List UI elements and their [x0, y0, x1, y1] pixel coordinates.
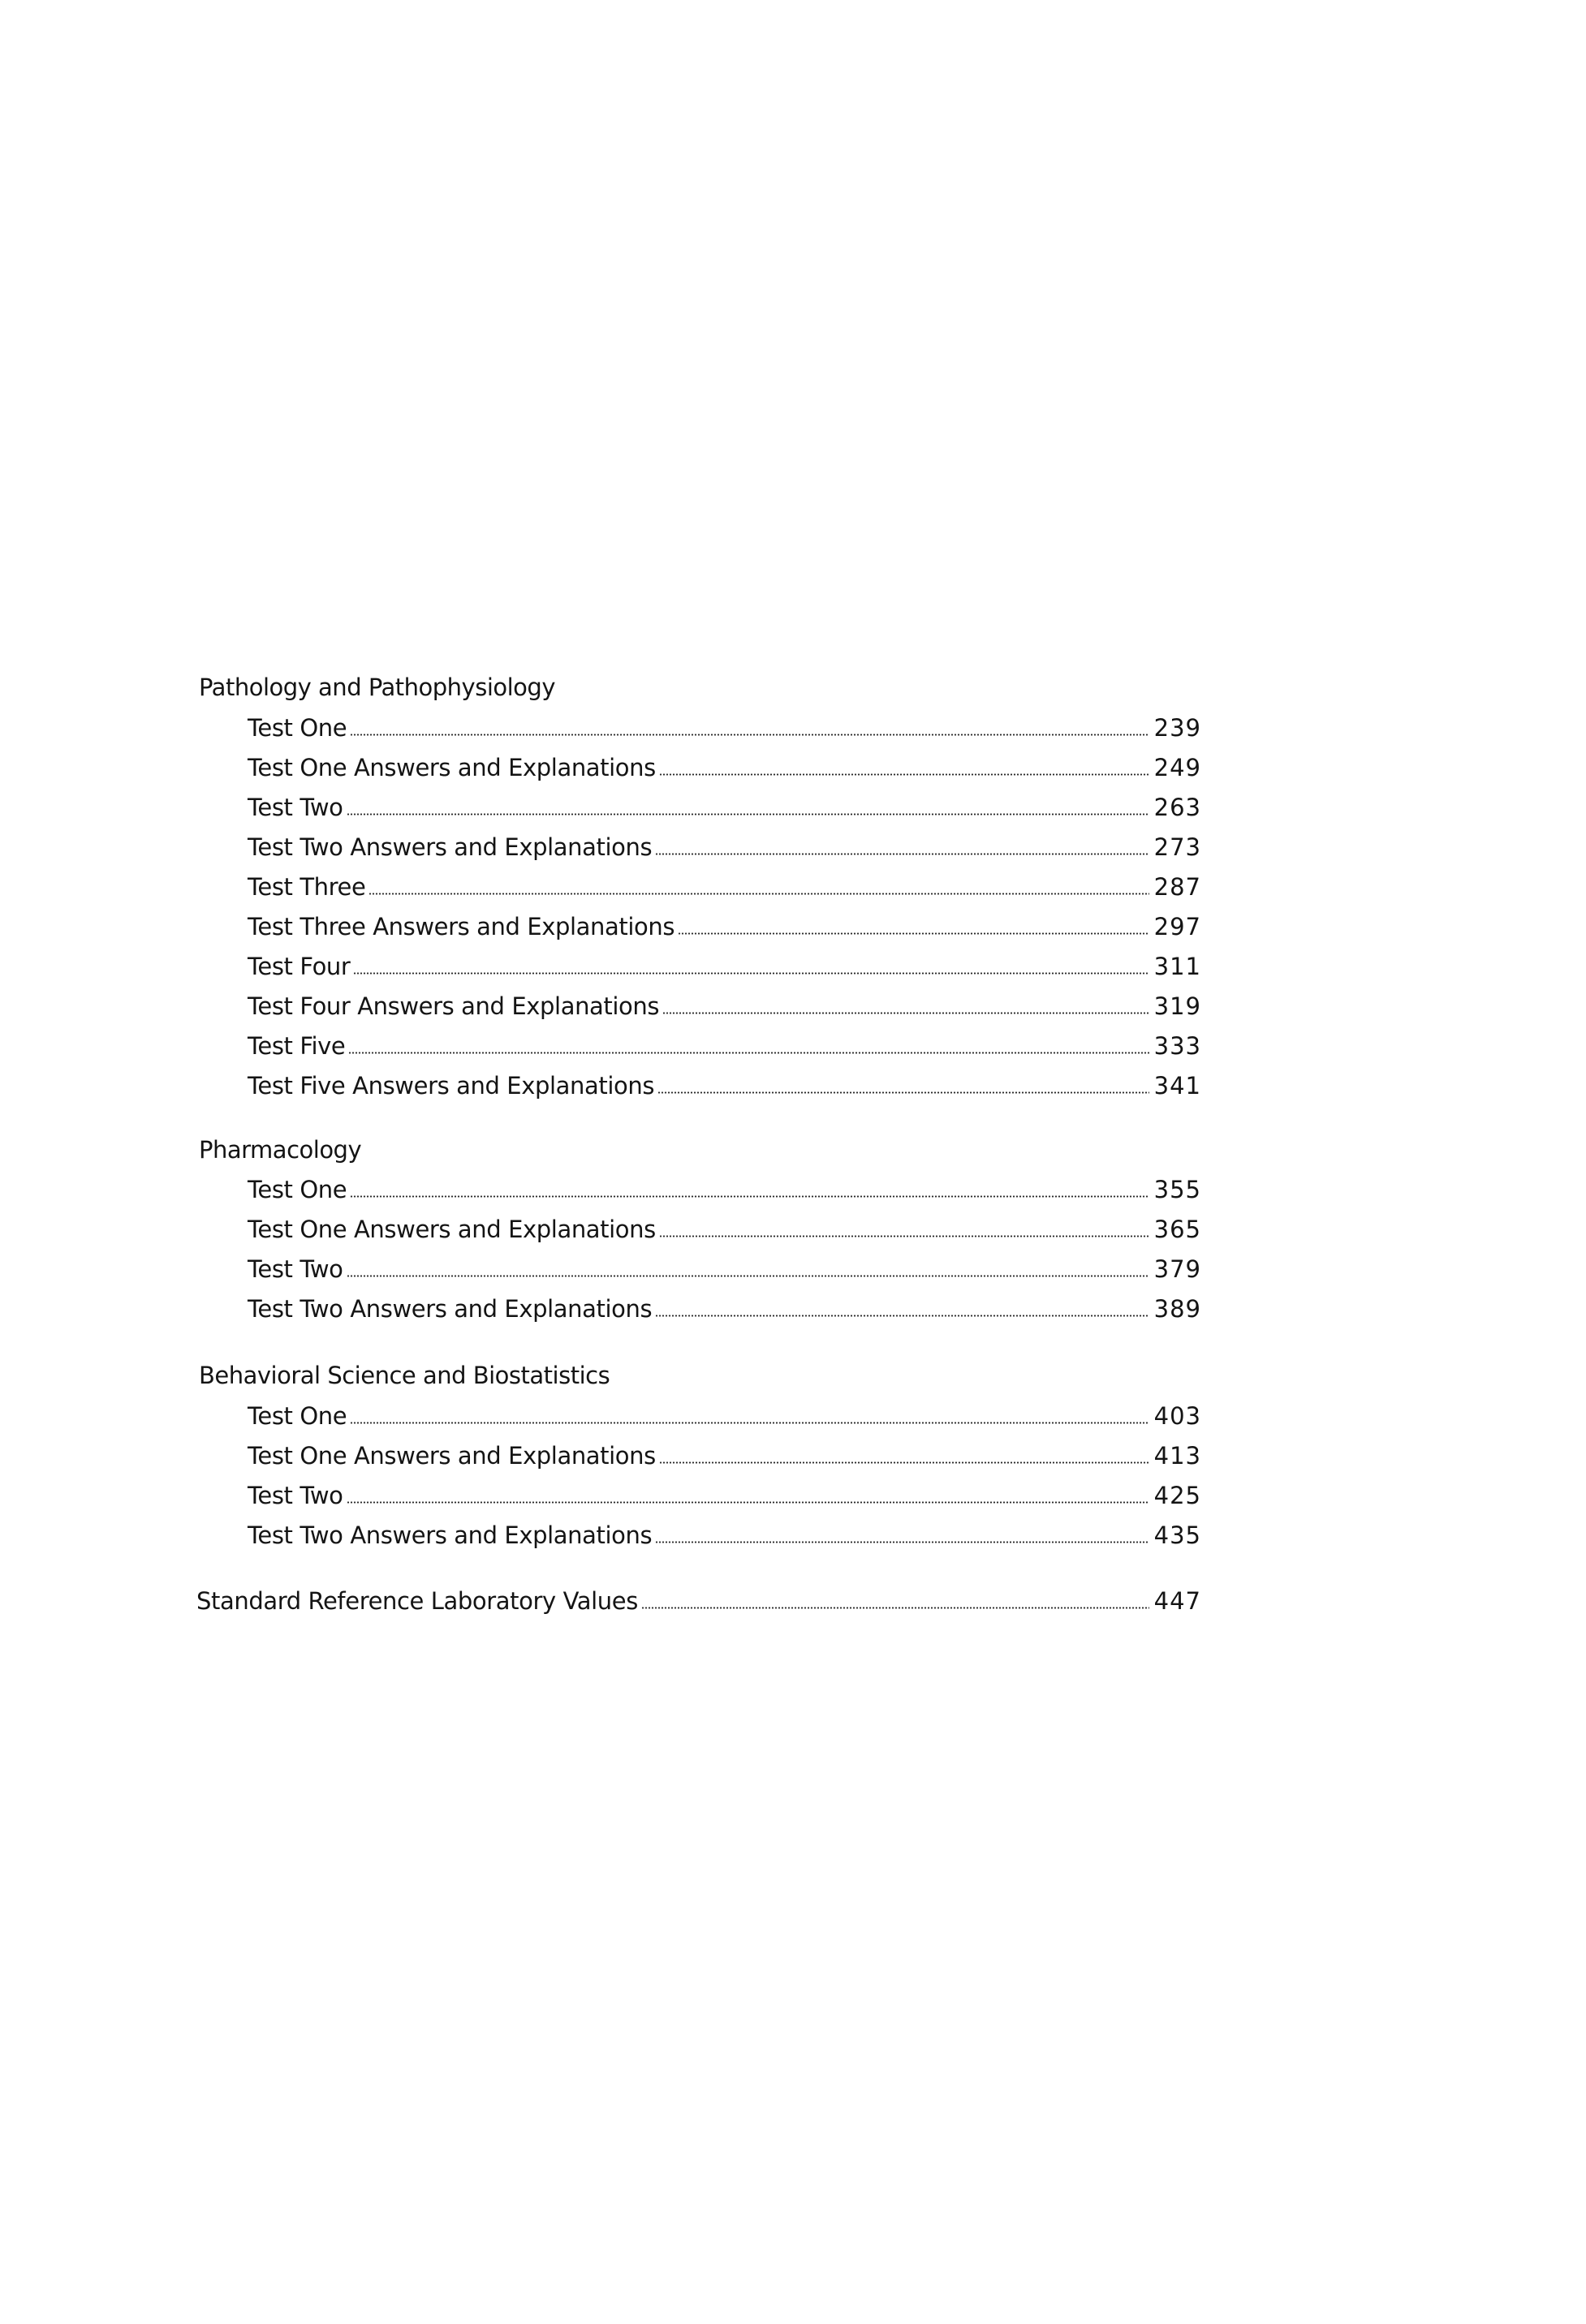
entry-label: Test One Answers and Explanations [248, 1216, 656, 1243]
entry-label: Test One [248, 714, 347, 742]
dot-leader [659, 1461, 1149, 1464]
section-heading-pharmacology: Pharmacology [199, 1136, 362, 1164]
dot-leader [655, 853, 1149, 855]
dot-leader [347, 1275, 1149, 1277]
toc-entry [248, 752, 1201, 780]
dot-leader [350, 734, 1149, 736]
entry-page-number: 319 [1153, 992, 1201, 1020]
dot-leader [655, 1315, 1149, 1317]
entry-page-number: 413 [1153, 1442, 1201, 1470]
dot-leader [662, 1012, 1149, 1014]
dot-leader [659, 773, 1149, 776]
toc-entry [248, 872, 1201, 899]
entry-label: Test Two Answers and Explanations [248, 1521, 653, 1549]
entry-label: Test One Answers and Explanations [248, 754, 656, 781]
entry-label: Test Two [248, 794, 343, 821]
toc-entry [248, 991, 1201, 1018]
dot-leader [657, 1091, 1149, 1094]
section-heading-pathology: Pathology and Pathophysiology [199, 674, 555, 701]
toc-entry [248, 1293, 1201, 1321]
toc-entry [248, 832, 1201, 859]
dot-leader [659, 1235, 1149, 1237]
entry-page-number: 341 [1153, 1072, 1201, 1100]
entry-page-number: 389 [1153, 1295, 1201, 1323]
entry-label: Test Four [248, 953, 351, 980]
entry-label: Test One [248, 1402, 347, 1430]
entry-page-number: 287 [1153, 873, 1201, 901]
dot-leader [678, 932, 1149, 935]
entry-label: Test Two Answers and Explanations [248, 1295, 653, 1323]
entry-page-number: 333 [1153, 1032, 1201, 1060]
entry-page-number: 273 [1153, 833, 1201, 861]
toc-entry [248, 1401, 1201, 1428]
toc-entry [248, 712, 1201, 740]
toc-entry [248, 1520, 1201, 1547]
toc-entry-lab-values [196, 1586, 1201, 1613]
toc-entry [248, 1440, 1201, 1468]
entry-page-number: 263 [1153, 794, 1201, 821]
toc-entry [248, 1174, 1201, 1202]
toc-entry [248, 951, 1201, 979]
entry-page-number: 365 [1153, 1216, 1201, 1243]
entry-label: Test Two Answers and Explanations [248, 833, 653, 861]
entry-label: Test One [248, 1176, 347, 1203]
entry-page-number: 355 [1153, 1176, 1201, 1203]
toc-entry [248, 1031, 1201, 1058]
entry-label: Test Two [248, 1482, 343, 1509]
toc-entry [248, 1254, 1201, 1281]
section-heading-behavioral-science: Behavioral Science and Biostatistics [199, 1362, 610, 1389]
toc-entry [248, 1070, 1201, 1098]
entry-label: Test Two [248, 1255, 343, 1283]
toc-entry [248, 1480, 1201, 1508]
entry-page-number: 239 [1153, 714, 1201, 742]
dot-leader [368, 893, 1149, 895]
dot-leader [347, 1501, 1149, 1504]
entry-label: Test Three [248, 873, 366, 901]
entry-page-number: 249 [1153, 754, 1201, 781]
entry-label: Test Five Answers and Explanations [248, 1072, 655, 1100]
dot-leader [353, 972, 1149, 975]
dot-leader [655, 1541, 1149, 1543]
toc-entry [248, 911, 1201, 939]
entry-label: Test Five [248, 1032, 346, 1060]
entry-page-number: 425 [1153, 1482, 1201, 1509]
entry-label: Standard Reference Laboratory Values [196, 1587, 638, 1615]
entry-label: Test One Answers and Explanations [248, 1442, 656, 1470]
dot-leader [350, 1422, 1149, 1424]
toc-entry [248, 1214, 1201, 1242]
toc-entry [248, 792, 1201, 820]
entry-page-number: 297 [1153, 913, 1201, 940]
entry-page-number: 311 [1153, 953, 1201, 980]
entry-page-number: 403 [1153, 1402, 1201, 1430]
dot-leader [347, 813, 1149, 816]
dot-leader [350, 1195, 1149, 1198]
entry-label: Test Four Answers and Explanations [248, 992, 660, 1020]
dot-leader [348, 1052, 1149, 1054]
entry-page-number: 435 [1153, 1521, 1201, 1549]
entry-label: Test Three Answers and Explanations [248, 913, 675, 940]
entry-page-number: 447 [1153, 1587, 1201, 1615]
dot-leader [641, 1607, 1149, 1609]
entry-page-number: 379 [1153, 1255, 1201, 1283]
